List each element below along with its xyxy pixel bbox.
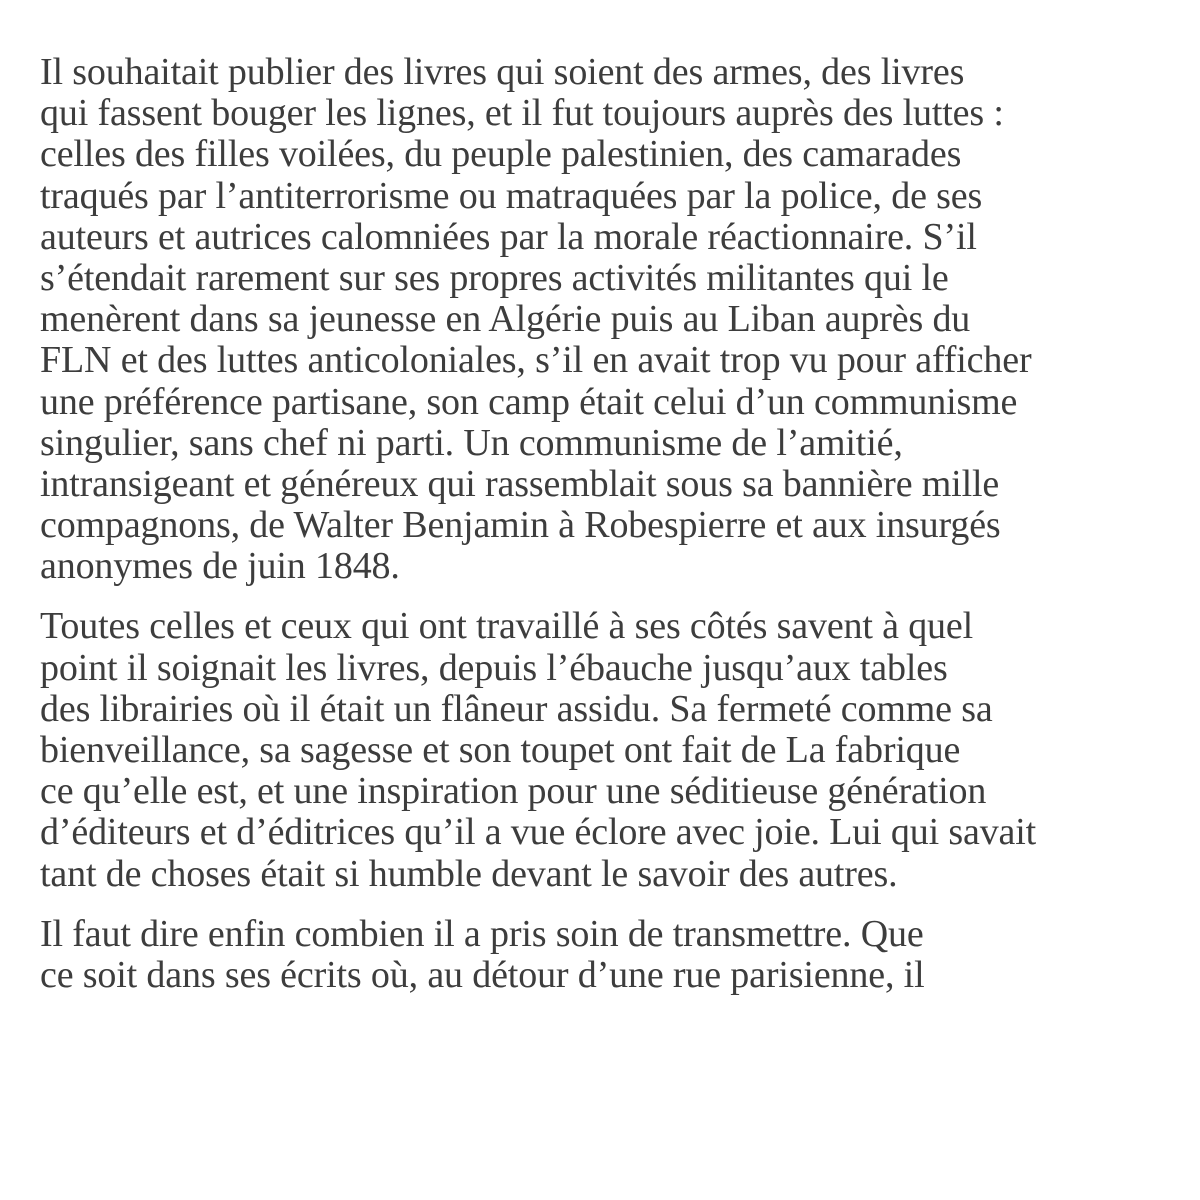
text-line: intransigeant et généreux qui rassemblait sous sa bannière mille (40, 462, 1000, 505)
text-line: anonymes de juin 1848. (40, 545, 400, 588)
paragraph-2 (40, 606, 1160, 894)
text-line: qui fassent bouger les lignes, et il fut toujours auprès des luttes : (40, 92, 1004, 135)
text-line: compagnons, de Walter Benjamin à Robespierre et aux insurgés (40, 504, 1001, 547)
text-line: singulier, sans chef ni parti. Un communisme de l’amitié, (40, 421, 903, 464)
text-line: celles des filles voilées, du peuple palestinien, des camarades (40, 133, 962, 176)
text-line: d’éditeurs et d’éditrices qu’il a vue éclore avec joie. Lui qui savait (40, 811, 1037, 854)
text-line: ce soit dans ses écrits où, au détour d’une rue parisienne, il (40, 953, 925, 996)
paragraph-3 (40, 914, 1160, 996)
text-line: traqués par l’antiterrorisme ou matraquées par la police, de ses (40, 174, 983, 217)
text-line: ce qu’elle est, et une inspiration pour une séditieuse génération (40, 770, 987, 813)
paragraph-1 (40, 52, 1160, 587)
text-line: bienveillance, sa sagesse et son toupet ont fait de La fabrique (40, 729, 961, 771)
text-line: menèrent dans sa jeunesse en Algérie puis au Liban auprès du (40, 298, 971, 341)
text-line: tant de choses était si humble devant le savoir des autres. (40, 852, 898, 895)
text-line: Il souhaitait publier des livres qui soient des armes, des livres (40, 51, 965, 93)
text-line: FLN et des luttes anticoloniales, s’il en avait trop vu pour afficher (40, 339, 1032, 382)
text-line: s’étendait rarement sur ses propres activités militantes qui le (40, 256, 949, 299)
text-line: Il faut dire enfin combien il a pris soin de transmettre. Que (40, 912, 924, 955)
text-line: Toutes celles et ceux qui ont travaillé à ses côtés savent à quel (40, 605, 974, 648)
text-line: une préférence partisane, son camp était celui d’un communisme (40, 380, 1018, 423)
text-line: point il soignait les livres, depuis l’ébauche jusqu’aux tables (40, 646, 948, 689)
text-line: des librairies où il était un flâneur assidu. Sa fermeté comme sa (40, 687, 993, 730)
text-line: auteurs et autrices calomniées par la morale réactionnaire. S’il (40, 215, 977, 258)
